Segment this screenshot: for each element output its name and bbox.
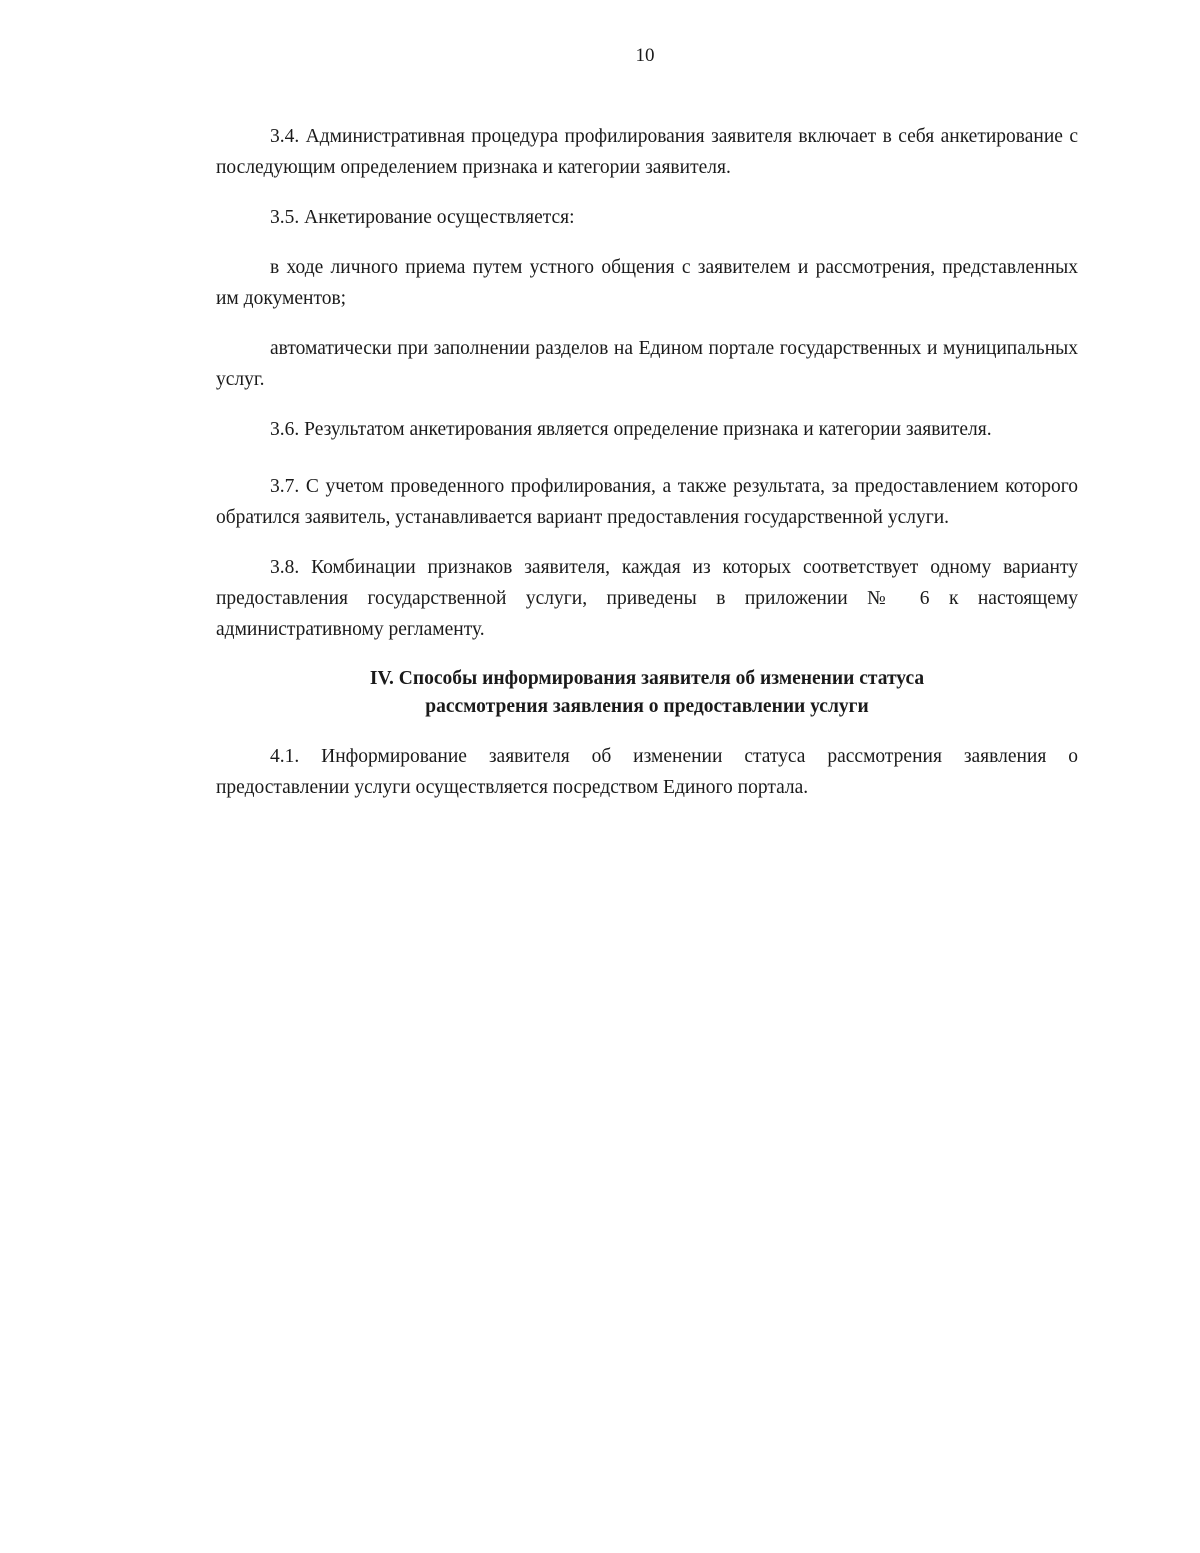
section-heading-line-2: рассмотрения заявления о предоставлении услуги [425, 696, 869, 717]
paragraph-3-5-item-automatic: автоматически при заполнении разделов на Едином портале государственных и муниципальных услуг. [216, 338, 1078, 390]
paragraph-3-6: 3.6. Результатом анкетирования является определение признака и категории заявителя. [270, 419, 992, 440]
paragraph-3-8: 3.8. Комбинации признаков заявителя, каждая из которых соответствует одному варианту предоставления государственной услуги, приведены в приложении № 6 к настоящему административному регламенту. [216, 557, 1078, 640]
section-heading-iv [216, 665, 1078, 721]
paragraph-3-5-item-personal: в ходе личного приема путем устного общения с заявителем и рассмотрения, представленных им документов; [216, 257, 1078, 309]
section-heading-line-1: IV. Способы информирования заявителя об изменении статуса [369, 668, 925, 689]
paragraph-3-4: 3.4. Административная процедура профилирования заявителя включает в себя анкетирование с последующим определением признака и категории заявителя. [216, 126, 1078, 178]
paragraph-3-5: 3.5. Анкетирование осуществляется: [270, 207, 575, 228]
paragraph-4-1: 4.1. Информирование заявителя об изменении статуса рассмотрения заявления о предоставлении услуги осуществляется посредством Единого портала. [216, 746, 1078, 798]
page-number: 10 [635, 45, 655, 66]
paragraph-3-7: 3.7. С учетом проведенного профилирования, а также результата, за предоставлением которого обратился заявитель, устанавливается вариант предоставления государственной услуги. [216, 476, 1078, 528]
document-body [216, 121, 1078, 822]
